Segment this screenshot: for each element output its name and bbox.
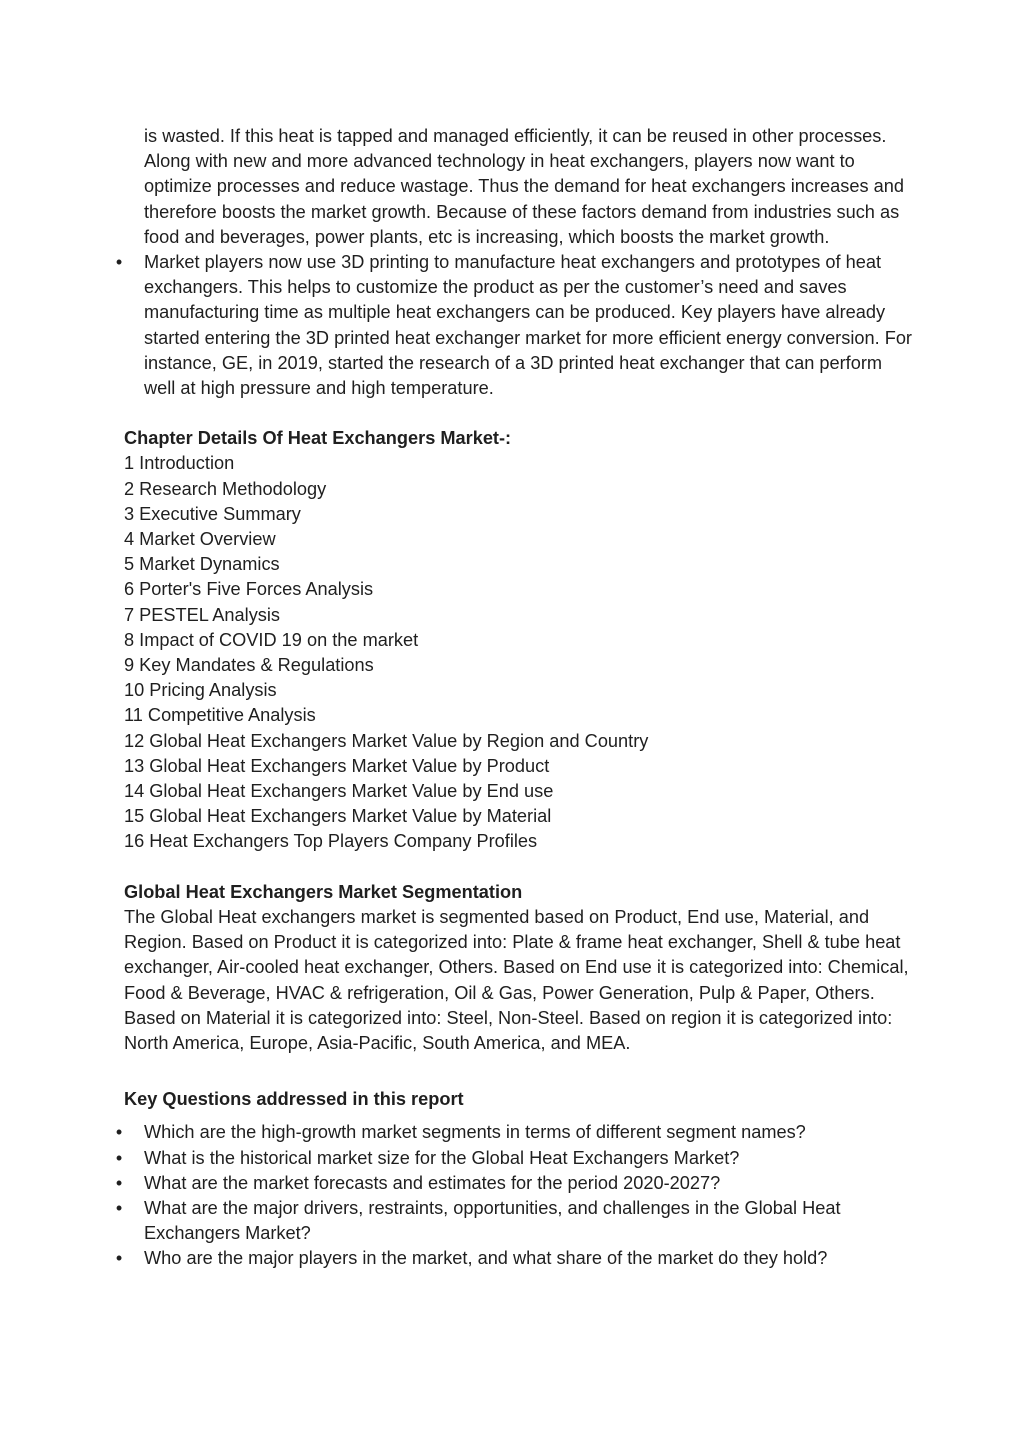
chapter-item: 13 Global Heat Exchangers Market Value by Product [124,755,550,776]
key-questions-list [115,1120,914,1271]
bullet-marker: • [115,1172,123,1193]
segmentation-heading: Global Heat Exchangers Market Segmentation [124,881,523,902]
list-item [115,1246,914,1271]
chapter-item: 14 Global Heat Exchangers Market Value by End use [124,781,554,802]
chapter-item: 10 Pricing Analysis [124,680,277,701]
list-item [115,250,914,401]
bullet-text: What are the market forecasts and estimates for the period 2020-2027? [144,1172,721,1193]
chapter-item: 5 Market Dynamics [124,554,280,575]
chapter-item: 11 Competitive Analysis [124,705,316,726]
chapter-details-heading: Chapter Details Of Heat Exchangers Market-: [124,428,512,449]
chapter-item: 12 Global Heat Exchangers Market Value by Region and Country [124,730,649,751]
bullet-text: What are the major drivers, restraints, opportunities, and challenges in the Global Heat Exchangers Market? [144,1197,841,1244]
bullet-marker: • [115,252,123,273]
chapter-item: 1 Introduction [124,453,235,474]
bullet-text: What is the historical market size for the Global Heat Exchangers Market? [144,1147,740,1168]
chapter-item: 16 Heat Exchangers Top Players Company Profiles [124,831,538,852]
bullet-text: Who are the major players in the market, and what share of the market do they hold? [144,1248,828,1269]
list-item [115,1196,914,1246]
bullet-marker: • [115,1248,123,1269]
intro-bullet-list [115,250,914,401]
list-item [115,1146,914,1171]
bullet-marker: • [115,1122,123,1143]
chapter-item: 9 Key Mandates & Regulations [124,655,374,676]
segmentation-paragraph: The Global Heat exchangers market is segmented based on Product, End use, Material, and Region. Based on Product it is categorized into: Plate & frame heat exchanger, Shell & tube heat exchanger, Air-cooled heat exchanger, Others. Based on End use it is categorized into: Chemical, Food & Beverage, HVAC & refrigeration, Oil & Gas, Power Generation, Pulp & Paper, Others. Based on Material it is categorized into: Steel, Non-Steel. Based on region it is categorized into: North America, Europe, Asia-Pacific, South America, and MEA. [124,906,909,1053]
bullet-text: Which are the high-growth market segments in terms of different segment names? [144,1122,806,1143]
chapter-item: 2 Research Methodology [124,478,327,499]
chapter-list [124,451,914,854]
bullet-marker: • [115,1147,123,1168]
chapter-item: 15 Global Heat Exchangers Market Value by Material [124,806,552,827]
chapter-item: 3 Executive Summary [124,503,301,524]
list-item [115,1171,914,1196]
key-questions-heading: Key Questions addressed in this report [124,1089,464,1110]
document-body [115,124,914,1272]
chapter-item: 7 PESTEL Analysis [124,604,281,625]
chapter-item: 6 Porter's Five Forces Analysis [124,579,374,600]
continued-paragraph: is wasted. If this heat is tapped and managed efficiently, it can be reused in other processes. Along with new and more advanced technology in heat exchangers, players now want to optimize processes and reduce wastage. Thus the demand for heat exchangers increases and therefore boosts the market growth. Because of these factors demand from industries such as food and beverages, power plants, etc is increasing, which boosts the market growth. [144,126,904,247]
bullet-marker: • [115,1197,123,1218]
list-item [115,1120,914,1145]
chapter-item: 4 Market Overview [124,529,276,550]
chapter-item: 8 Impact of COVID 19 on the market [124,629,419,650]
bullet-text: Market players now use 3D printing to manufacture heat exchangers and prototypes of heat exchangers. This helps to customize the product as per the customer’s need and saves manufacturing time as multiple heat exchangers can be produced. Key players have already started entering the 3D printed heat exchanger market for more efficient energy conversion. For instance, GE, in 2019, started the research of a 3D printed heat exchanger that can perform well at high pressure and high temperature. [144,252,912,399]
